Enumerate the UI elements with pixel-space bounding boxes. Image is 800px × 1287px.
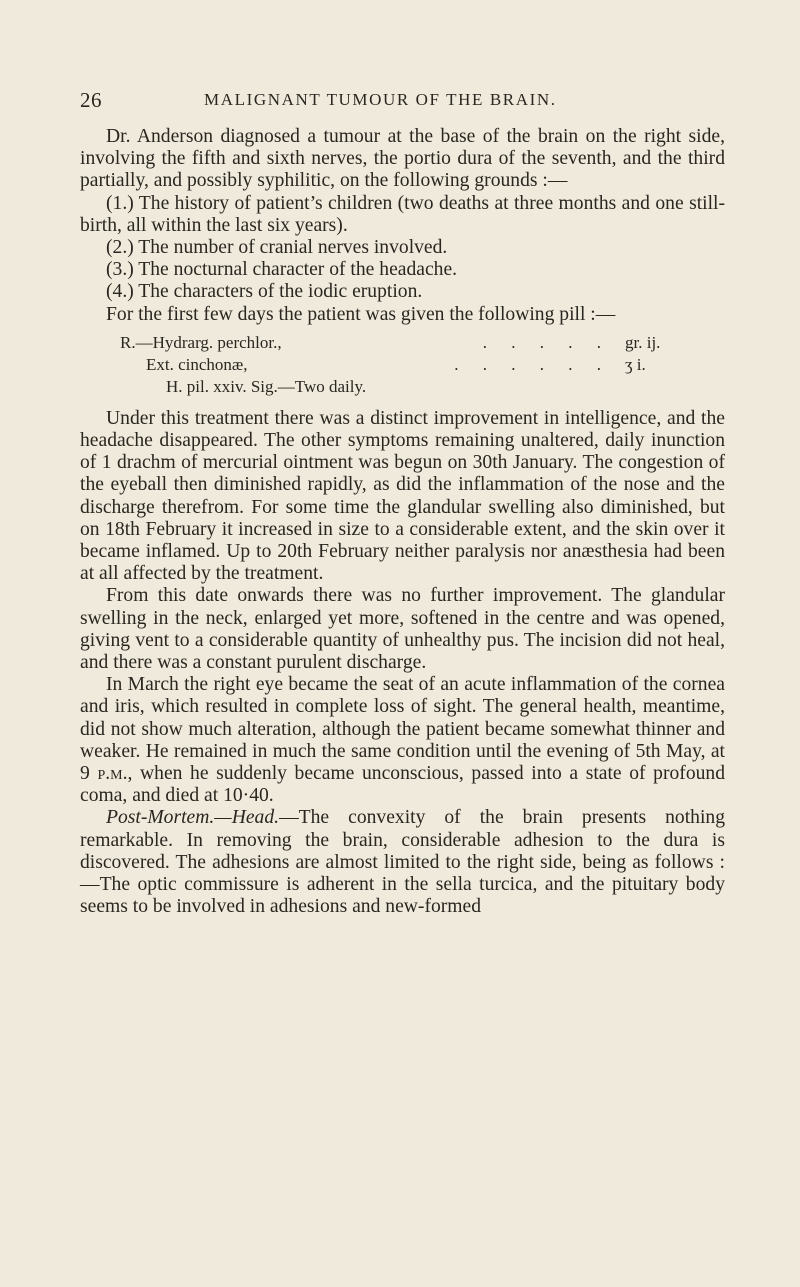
prescription-dose-2: ʒ i. bbox=[625, 354, 646, 374]
march-text-1: In March the right eye became the seat of an acute inflammation of the cornea and iris, which resulted in complete loss of sight. The general health, meantime, did not show much alteration, although the patient became somewhat thinner and weaker. He remained in much the same condition until the evening of 5th May, at 9 bbox=[80, 674, 725, 785]
postmortem-paragraph bbox=[80, 807, 725, 918]
leader-dots-2: . . . . . . bbox=[454, 354, 611, 374]
prescription-drug-1: R.—Hydrarg. perchlor., bbox=[120, 332, 282, 352]
prescription-line-2 bbox=[80, 354, 725, 376]
intro-paragraph: Dr. Anderson diagnosed a tumour at the base of the brain on the right side, involving the fifth and sixth nerves, the portio dura of the seventh, and the third partially, and possibly syphilitic, on the following grounds :— bbox=[80, 126, 725, 192]
postmortem-heading: Post-Mortem.—Head. bbox=[106, 807, 280, 829]
ground-2: (2.) The number of cranial nerves involved. bbox=[106, 237, 448, 259]
march-paragraph bbox=[80, 674, 725, 807]
body-text bbox=[80, 126, 725, 919]
prescription-line-1 bbox=[80, 332, 725, 354]
ground-4: (4.) The characters of the iodic eruption. bbox=[106, 281, 423, 303]
pill-intro-paragraph: For the first few days the patient was given the following pill :— bbox=[106, 303, 616, 325]
page-number: 26 bbox=[80, 88, 102, 112]
running-title: MALIGNANT TUMOUR OF THE BRAIN. bbox=[204, 90, 557, 109]
leader-dots-1: . . . . . bbox=[482, 332, 611, 352]
march-text-2: , when he suddenly became unconscious, passed into a state of profound coma, and died at 10·40. bbox=[80, 763, 726, 807]
page-header bbox=[80, 88, 720, 116]
postmortem-text: —The convexity of the brain presents nothing remarkable. In removing the brain, considerable adhesion to the dura is discovered. The adhesions are almost limited to the right side, being as follows :—The optic commissure is adherent in the sella turcica, and the pituitary body seems to be involved in adhesions and new-formed bbox=[80, 807, 725, 918]
prescription-dose-1: gr. ij. bbox=[625, 332, 661, 352]
prescription-line-3: H. pil. xxiv. Sig.—Two daily. bbox=[166, 376, 367, 396]
treatment-paragraph: Under this treatment there was a distinct improvement in intelligence, and the headache disappeared. The other symptoms remaining unaltered, daily inunction of 1 drachm of mercurial ointment was begun on 30th January. The congestion of the eyeball then diminished rapidly, as did the inflammation of the nose and the discharge therefrom. For some time the glandular swelling also diminished, but on 18th February it increased in size to a considerable extent, and the skin over it became inflamed. Up to 20th February neither paralysis nor anæsthesia had been at all affected by the treatment. bbox=[80, 407, 725, 585]
ground-1: (1.) The history of patient’s children (two deaths at three months and one still-birth, all within the last six years). bbox=[80, 192, 725, 236]
march-time-pm: p.m. bbox=[97, 763, 128, 785]
prescription bbox=[80, 332, 725, 398]
ground-3: (3.) The nocturnal character of the headache. bbox=[106, 259, 458, 281]
from-date-paragraph: From this date onwards there was no further improvement. The glandular swelling in the neck, enlarged yet more, softened in the centre and was opened, giving vent to a considerable quantity of unhealthy pus. The incision did not heal, and there was a constant purulent discharge. bbox=[80, 585, 725, 674]
prescription-drug-2: Ext. cinchonæ, bbox=[146, 354, 248, 374]
